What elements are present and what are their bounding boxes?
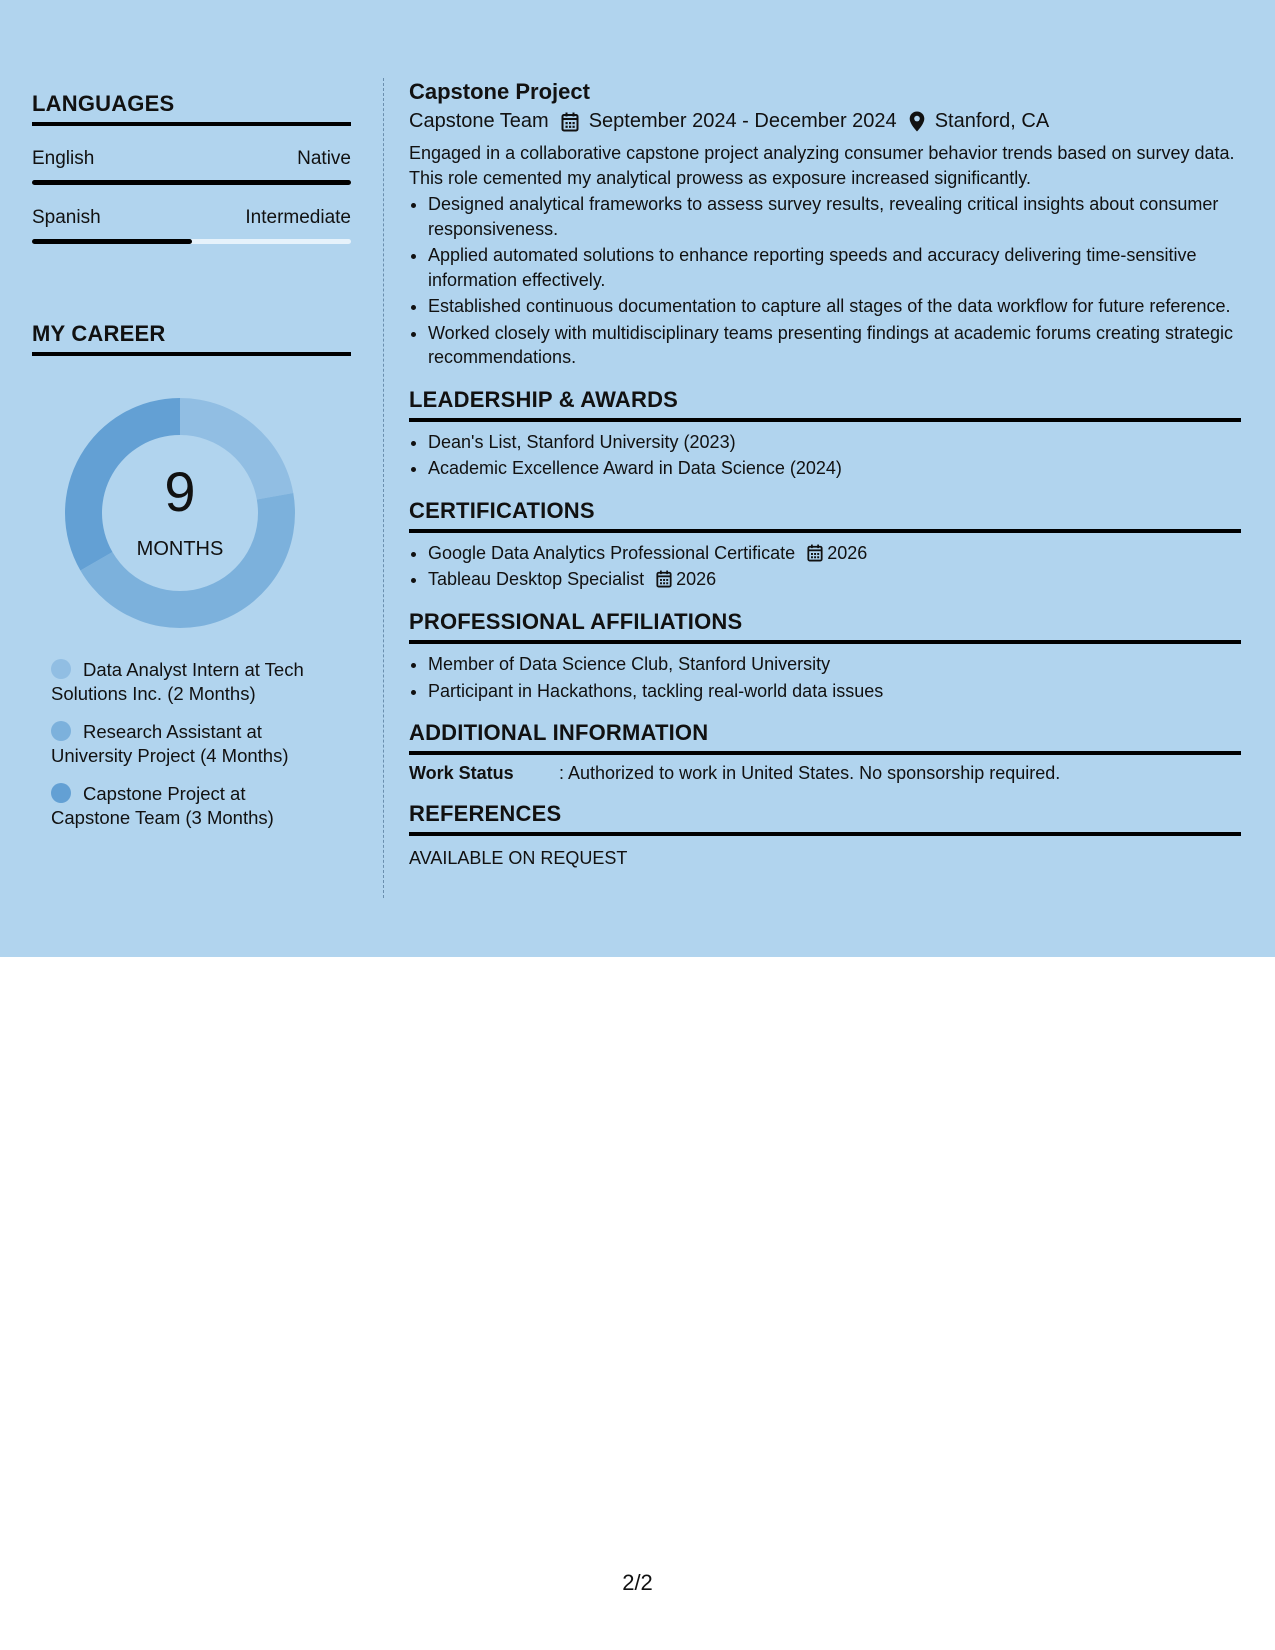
- certification-name: Google Data Analytics Professional Certificate: [428, 542, 796, 563]
- experience-entry: [409, 78, 1241, 370]
- certification-year: 2026: [676, 569, 717, 590]
- certification-name: Tableau Desktop Specialist: [428, 569, 645, 590]
- legend-dot: [51, 783, 71, 803]
- column-divider: [383, 78, 384, 898]
- language-level: Intermediate: [245, 207, 351, 229]
- work-status-label: Work Status: [409, 763, 514, 784]
- affiliation-item: • Participant in Hackathons, tackling real-world data issues: [428, 679, 1241, 704]
- job-location: Stanford, CA: [934, 110, 1050, 132]
- languages-title: LANGUAGES: [32, 92, 351, 126]
- career-total-unit: MONTHS: [136, 538, 224, 561]
- references-text: AVAILABLE ON REQUEST: [409, 848, 628, 869]
- job-company: Capstone Team: [409, 110, 549, 132]
- career-title: MY CAREER: [32, 322, 351, 356]
- leadership-section: [409, 388, 1241, 481]
- language-proficiency-bar: [32, 180, 351, 185]
- calendar-icon: [561, 112, 579, 132]
- right-column: [409, 78, 1241, 869]
- language-proficiency-fill: [32, 180, 351, 185]
- affiliation-item: • Member of Data Science Club, Stanford University: [428, 652, 1241, 677]
- career-total-number: 9: [164, 460, 196, 524]
- legend-label: Data Analyst Intern at Tech Solutions Inc. (2 Months): [51, 659, 304, 705]
- certifications-title: CERTIFICATIONS: [409, 499, 1241, 533]
- certifications-section: [409, 499, 1241, 592]
- certification-year: 2026: [827, 542, 868, 563]
- work-status-row: [409, 763, 1241, 784]
- location-pin-icon: [909, 111, 925, 132]
- language-name: Spanish: [32, 207, 101, 229]
- language-proficiency-fill: [32, 239, 192, 244]
- additional-info-title: ADDITIONAL INFORMATION: [409, 721, 1241, 755]
- job-bullet: • Established continuous documentation to capture all stages of the data workflow for future reference.: [428, 294, 1241, 319]
- job-bullets: [409, 192, 1241, 370]
- legend-dot: [51, 721, 71, 741]
- left-column: [32, 92, 351, 844]
- certification-item: [428, 567, 1241, 592]
- job-dates: September 2024 - December 2024: [588, 110, 897, 132]
- leadership-item: • Academic Excellence Award in Data Science (2024): [428, 456, 1241, 481]
- job-meta: [409, 110, 1241, 133]
- affiliations-section: [409, 610, 1241, 703]
- legend-label: Capstone Project at Capstone Team (3 Months): [51, 783, 274, 829]
- language-item: [32, 148, 351, 185]
- affiliations-title: PROFESSIONAL AFFILIATIONS: [409, 610, 1241, 644]
- leadership-item: • Dean's List, Stanford University (2023): [428, 430, 1241, 455]
- job-description: Engaged in a collaborative capstone project analyzing consumer behavior trends based on survey data. This role cemented my analytical prowess as exposure increased significantly.: [409, 143, 1235, 188]
- career-donut-chart: [65, 398, 295, 628]
- certifications-list: [409, 541, 1241, 592]
- language-name: English: [32, 148, 95, 170]
- legend-label: Research Assistant at University Project (4 Months): [51, 721, 289, 767]
- certification-item: [428, 541, 1241, 566]
- job-title: Capstone Project: [409, 79, 590, 104]
- job-bullet: • Designed analytical frameworks to assess survey results, revealing critical insights about consumer responsiveness.: [428, 192, 1241, 241]
- work-status-value: : Authorized to work in United States. No sponsorship required.: [559, 763, 1061, 784]
- career-legend: [51, 658, 321, 830]
- job-bullet: • Applied automated solutions to enhance reporting speeds and accuracy delivering time-sensitive information effectively.: [428, 243, 1241, 292]
- language-proficiency-bar: [32, 239, 351, 244]
- calendar-icon: [807, 544, 823, 562]
- legend-item: [51, 658, 321, 706]
- leadership-list: [409, 430, 1241, 481]
- page-number: 2/2: [622, 1570, 653, 1595]
- leadership-title: LEADERSHIP & AWARDS: [409, 388, 1241, 422]
- job-bullet: • Worked closely with multidisciplinary teams presenting findings at academic forums creating strategic recommendations.: [428, 321, 1241, 370]
- language-item: [32, 207, 351, 244]
- legend-item: [51, 782, 321, 830]
- additional-info-section: [409, 721, 1241, 784]
- references-title: REFERENCES: [409, 802, 1241, 836]
- legend-item: [51, 720, 321, 768]
- calendar-icon: [656, 570, 672, 588]
- affiliations-list: [409, 652, 1241, 703]
- language-level: Native: [297, 148, 351, 170]
- references-section: [409, 802, 1241, 869]
- legend-dot: [51, 659, 71, 679]
